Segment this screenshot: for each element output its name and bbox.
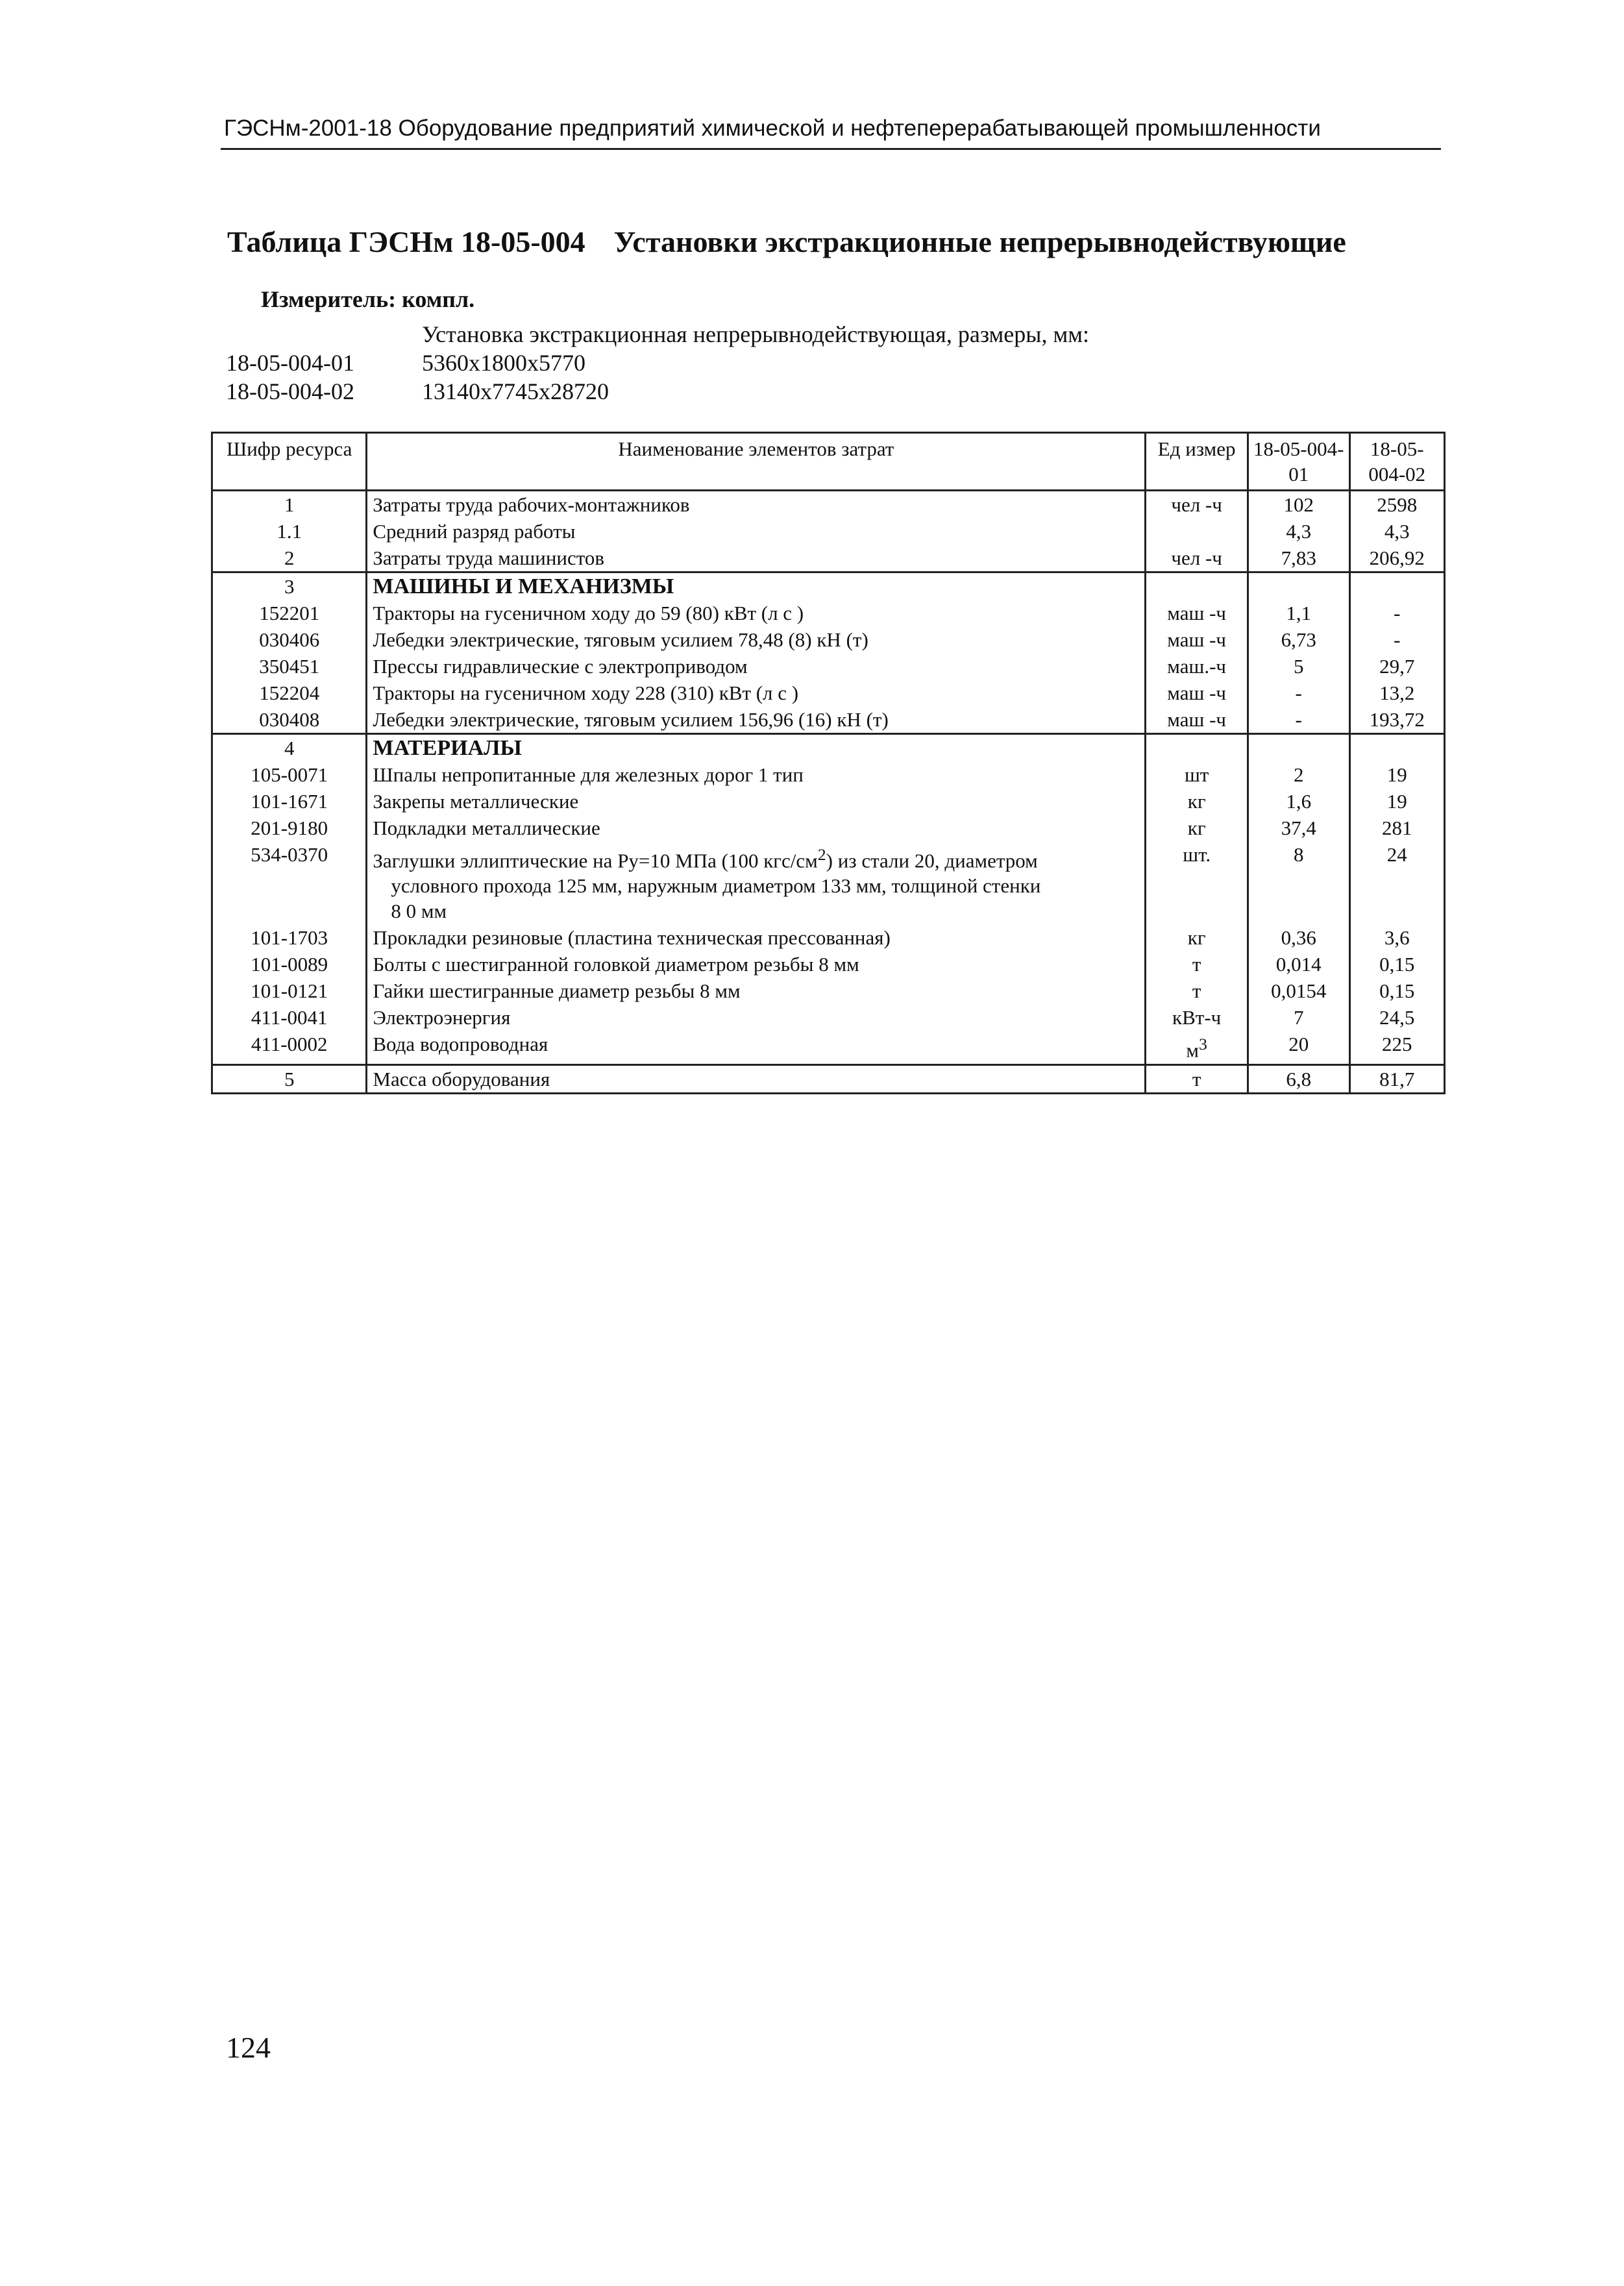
cell-code: 411-0002: [212, 1031, 367, 1064]
unit-text: м: [1186, 1039, 1199, 1062]
table-row: [212, 545, 1445, 572]
cell-value-1: 1,1: [1248, 600, 1349, 626]
cell-name: Вода водопроводная: [367, 1031, 1146, 1064]
cell-value-2: [1349, 734, 1445, 762]
cell-value-2: 29,7: [1349, 653, 1445, 680]
cell-code: 5: [212, 1064, 367, 1093]
cell-code: 1.1: [212, 518, 367, 545]
variant-line: [226, 349, 585, 376]
cell-value-1: -: [1248, 706, 1349, 734]
cell-unit: маш -ч: [1146, 626, 1248, 653]
cell-unit: шт: [1146, 761, 1248, 788]
cell-code: 411-0041: [212, 1004, 367, 1031]
table-title-name: Установки экстракционные непрерывнодействующие: [613, 225, 1346, 258]
cell-value-1: [1248, 734, 1349, 762]
cell-value-2: -: [1349, 600, 1445, 626]
cell-value-2: 281: [1349, 815, 1445, 841]
table-title: [227, 225, 1346, 259]
running-header: ГЭСНм-2001-18 Оборудование предприятий химической и нефтеперерабатывающей промышленности: [224, 116, 1321, 141]
cell-code: 101-1671: [212, 788, 367, 815]
superscript: 3: [1199, 1035, 1207, 1054]
column-header-name: Наименование элементов затрат: [367, 433, 1146, 491]
cell-value-1: 2: [1248, 761, 1349, 788]
table-row: [212, 1031, 1445, 1064]
cell-value-2: 24,5: [1349, 1004, 1445, 1031]
cell-value-2: 0,15: [1349, 977, 1445, 1004]
cell-name: Закрепы металлические: [367, 788, 1146, 815]
cell-code: 1: [212, 491, 367, 519]
table-row: [212, 951, 1445, 977]
table-row: [212, 491, 1445, 519]
variant-size: 13140x7745x28720: [422, 378, 609, 404]
cell-value-2: 24: [1349, 841, 1445, 924]
cell-name: Шпалы непропитанные для железных дорог 1 тип: [367, 761, 1146, 788]
cell-value-1: 4,3: [1248, 518, 1349, 545]
table-row: [212, 680, 1445, 706]
section-heading: МАШИНЫ И МЕХАНИЗМЫ: [367, 572, 1146, 600]
cell-unit: кг: [1146, 815, 1248, 841]
cell-unit: [1146, 1031, 1248, 1064]
variant-code: 18-05-004-01: [226, 350, 354, 376]
cell-unit: кг: [1146, 924, 1248, 951]
cell-value-2: -: [1349, 626, 1445, 653]
cell-code: 030408: [212, 706, 367, 734]
cell-name-part: Заглушки эллиптические на Ру=10 МПа (100 кгс/см: [373, 849, 818, 872]
cell-name: Прокладки резиновые (пластина техническая прессованная): [367, 924, 1146, 951]
cell-value-2: 4,3: [1349, 518, 1445, 545]
cell-code: 350451: [212, 653, 367, 680]
cell-name: Электроэнергия: [367, 1004, 1146, 1031]
cell-value-2: 225: [1349, 1031, 1445, 1064]
cell-name-continuation: условного прохода 125 мм, наружным диаметром 133 мм, толщиной стенки: [391, 874, 1041, 898]
cell-value-1: 0,014: [1248, 951, 1349, 977]
cell-name: Тракторы на гусеничном ходу до 59 (80) кВт (л с ): [367, 600, 1146, 626]
measure-unit: Измеритель: компл.: [261, 286, 475, 312]
cell-value-1: -: [1248, 680, 1349, 706]
cell-value-2: [1349, 572, 1445, 600]
cell-value-2: 13,2: [1349, 680, 1445, 706]
cell-code: 152201: [212, 600, 367, 626]
cell-name: Гайки шестигранные диаметр резьбы 8 мм: [367, 977, 1146, 1004]
table-header-row: [212, 433, 1445, 491]
cell-value-2: 206,92: [1349, 545, 1445, 572]
cell-code: 101-1703: [212, 924, 367, 951]
variant-size: 5360x1800x5770: [422, 350, 585, 376]
cell-unit: маш -ч: [1146, 706, 1248, 734]
cell-code: 534-0370: [212, 841, 367, 924]
cell-code: 105-0071: [212, 761, 367, 788]
column-header-unit: Ед измер: [1146, 433, 1248, 491]
cell-code: 4: [212, 734, 367, 762]
cell-name: Лебедки электрические, тяговым усилием 156,96 (16) кН (т): [367, 706, 1146, 734]
cell-name: Затраты труда рабочих-монтажников: [367, 491, 1146, 519]
cell-name: Лебедки электрические, тяговым усилием 78,48 (8) кН (т): [367, 626, 1146, 653]
cell-code: 101-0089: [212, 951, 367, 977]
section-row: [212, 572, 1445, 600]
cell-name-continuation: 8 0 мм: [391, 900, 447, 923]
cell-unit: [1146, 518, 1248, 545]
cell-code: 201-9180: [212, 815, 367, 841]
header-rule: [221, 148, 1441, 150]
cell-value-2: 193,72: [1349, 706, 1445, 734]
table-row: [212, 924, 1445, 951]
cell-unit: кВт-ч: [1146, 1004, 1248, 1031]
cell-name: Подкладки металлические: [367, 815, 1146, 841]
table-row: [212, 841, 1445, 924]
cell-value-1: 6,8: [1248, 1064, 1349, 1093]
table-row: [212, 600, 1445, 626]
cell-code: 101-0121: [212, 977, 367, 1004]
resource-table: [211, 432, 1446, 1094]
cell-name: Средний разряд работы: [367, 518, 1146, 545]
table-row: [212, 518, 1445, 545]
cell-name: Масса оборудования: [367, 1064, 1146, 1093]
table-row: [212, 1064, 1445, 1093]
cell-name-part: ) из стали 20, диаметром: [826, 849, 1038, 872]
cell-name: Тракторы на гусеничном ходу 228 (310) кВт (л с ): [367, 680, 1146, 706]
cell-unit: [1146, 572, 1248, 600]
cell-value-2: 2598: [1349, 491, 1445, 519]
cell-value-1: 5: [1248, 653, 1349, 680]
cell-name: Болты с шестигранной головкой диаметром резьбы 8 мм: [367, 951, 1146, 977]
intro-line: Установка экстракционная непрерывнодействующая, размеры, мм:: [422, 321, 1090, 347]
cell-value-1: 20: [1248, 1031, 1349, 1064]
column-header-code: Шифр ресурса: [212, 433, 367, 491]
cell-value-2: 19: [1349, 761, 1445, 788]
variant-code: 18-05-004-02: [226, 378, 354, 404]
cell-value-1: 0,36: [1248, 924, 1349, 951]
table-row: [212, 626, 1445, 653]
table-row: [212, 653, 1445, 680]
cell-name: Прессы гидравлические с электроприводом: [367, 653, 1146, 680]
cell-unit: т: [1146, 977, 1248, 1004]
cell-value-2: 0,15: [1349, 951, 1445, 977]
variant-line: [226, 378, 609, 405]
superscript: 2: [817, 845, 826, 864]
cell-unit: маш -ч: [1146, 680, 1248, 706]
section-row: [212, 734, 1445, 762]
column-header-variant-1: 18-05-004-01: [1248, 433, 1349, 491]
page-number: 124: [226, 2031, 271, 2064]
cell-value-1: 7,83: [1248, 545, 1349, 572]
cell-unit: кг: [1146, 788, 1248, 815]
cell-unit: чел -ч: [1146, 491, 1248, 519]
cell-value-1: 37,4: [1248, 815, 1349, 841]
cell-name: [367, 841, 1146, 924]
cell-value-1: 8: [1248, 841, 1349, 924]
table-row: [212, 815, 1445, 841]
cell-unit: маш.-ч: [1146, 653, 1248, 680]
cell-code: 152204: [212, 680, 367, 706]
table-row: [212, 761, 1445, 788]
cell-code: 030406: [212, 626, 367, 653]
cell-code: 2: [212, 545, 367, 572]
cell-unit: маш -ч: [1146, 600, 1248, 626]
cell-value-2: 19: [1349, 788, 1445, 815]
cell-unit: чел -ч: [1146, 545, 1248, 572]
table-row: [212, 788, 1445, 815]
table-title-code: Таблица ГЭСНм 18-05-004: [227, 225, 585, 258]
cell-value-1: 102: [1248, 491, 1349, 519]
cell-value-1: 1,6: [1248, 788, 1349, 815]
cell-value-2: 3,6: [1349, 924, 1445, 951]
cell-unit: [1146, 734, 1248, 762]
cell-value-1: 6,73: [1248, 626, 1349, 653]
cell-unit: т: [1146, 951, 1248, 977]
cell-value-1: 7: [1248, 1004, 1349, 1031]
cell-value-1: 0,0154: [1248, 977, 1349, 1004]
cell-value-1: [1248, 572, 1349, 600]
column-header-variant-2: 18-05-004-02: [1349, 433, 1445, 491]
cell-code: 3: [212, 572, 367, 600]
section-heading: МАТЕРИАЛЫ: [367, 734, 1146, 762]
cell-name: Затраты труда машинистов: [367, 545, 1146, 572]
table-row: [212, 977, 1445, 1004]
cell-unit: шт.: [1146, 841, 1248, 924]
cell-unit: т: [1146, 1064, 1248, 1093]
table-row: [212, 1004, 1445, 1031]
table-row: [212, 706, 1445, 734]
cell-value-2: 81,7: [1349, 1064, 1445, 1093]
